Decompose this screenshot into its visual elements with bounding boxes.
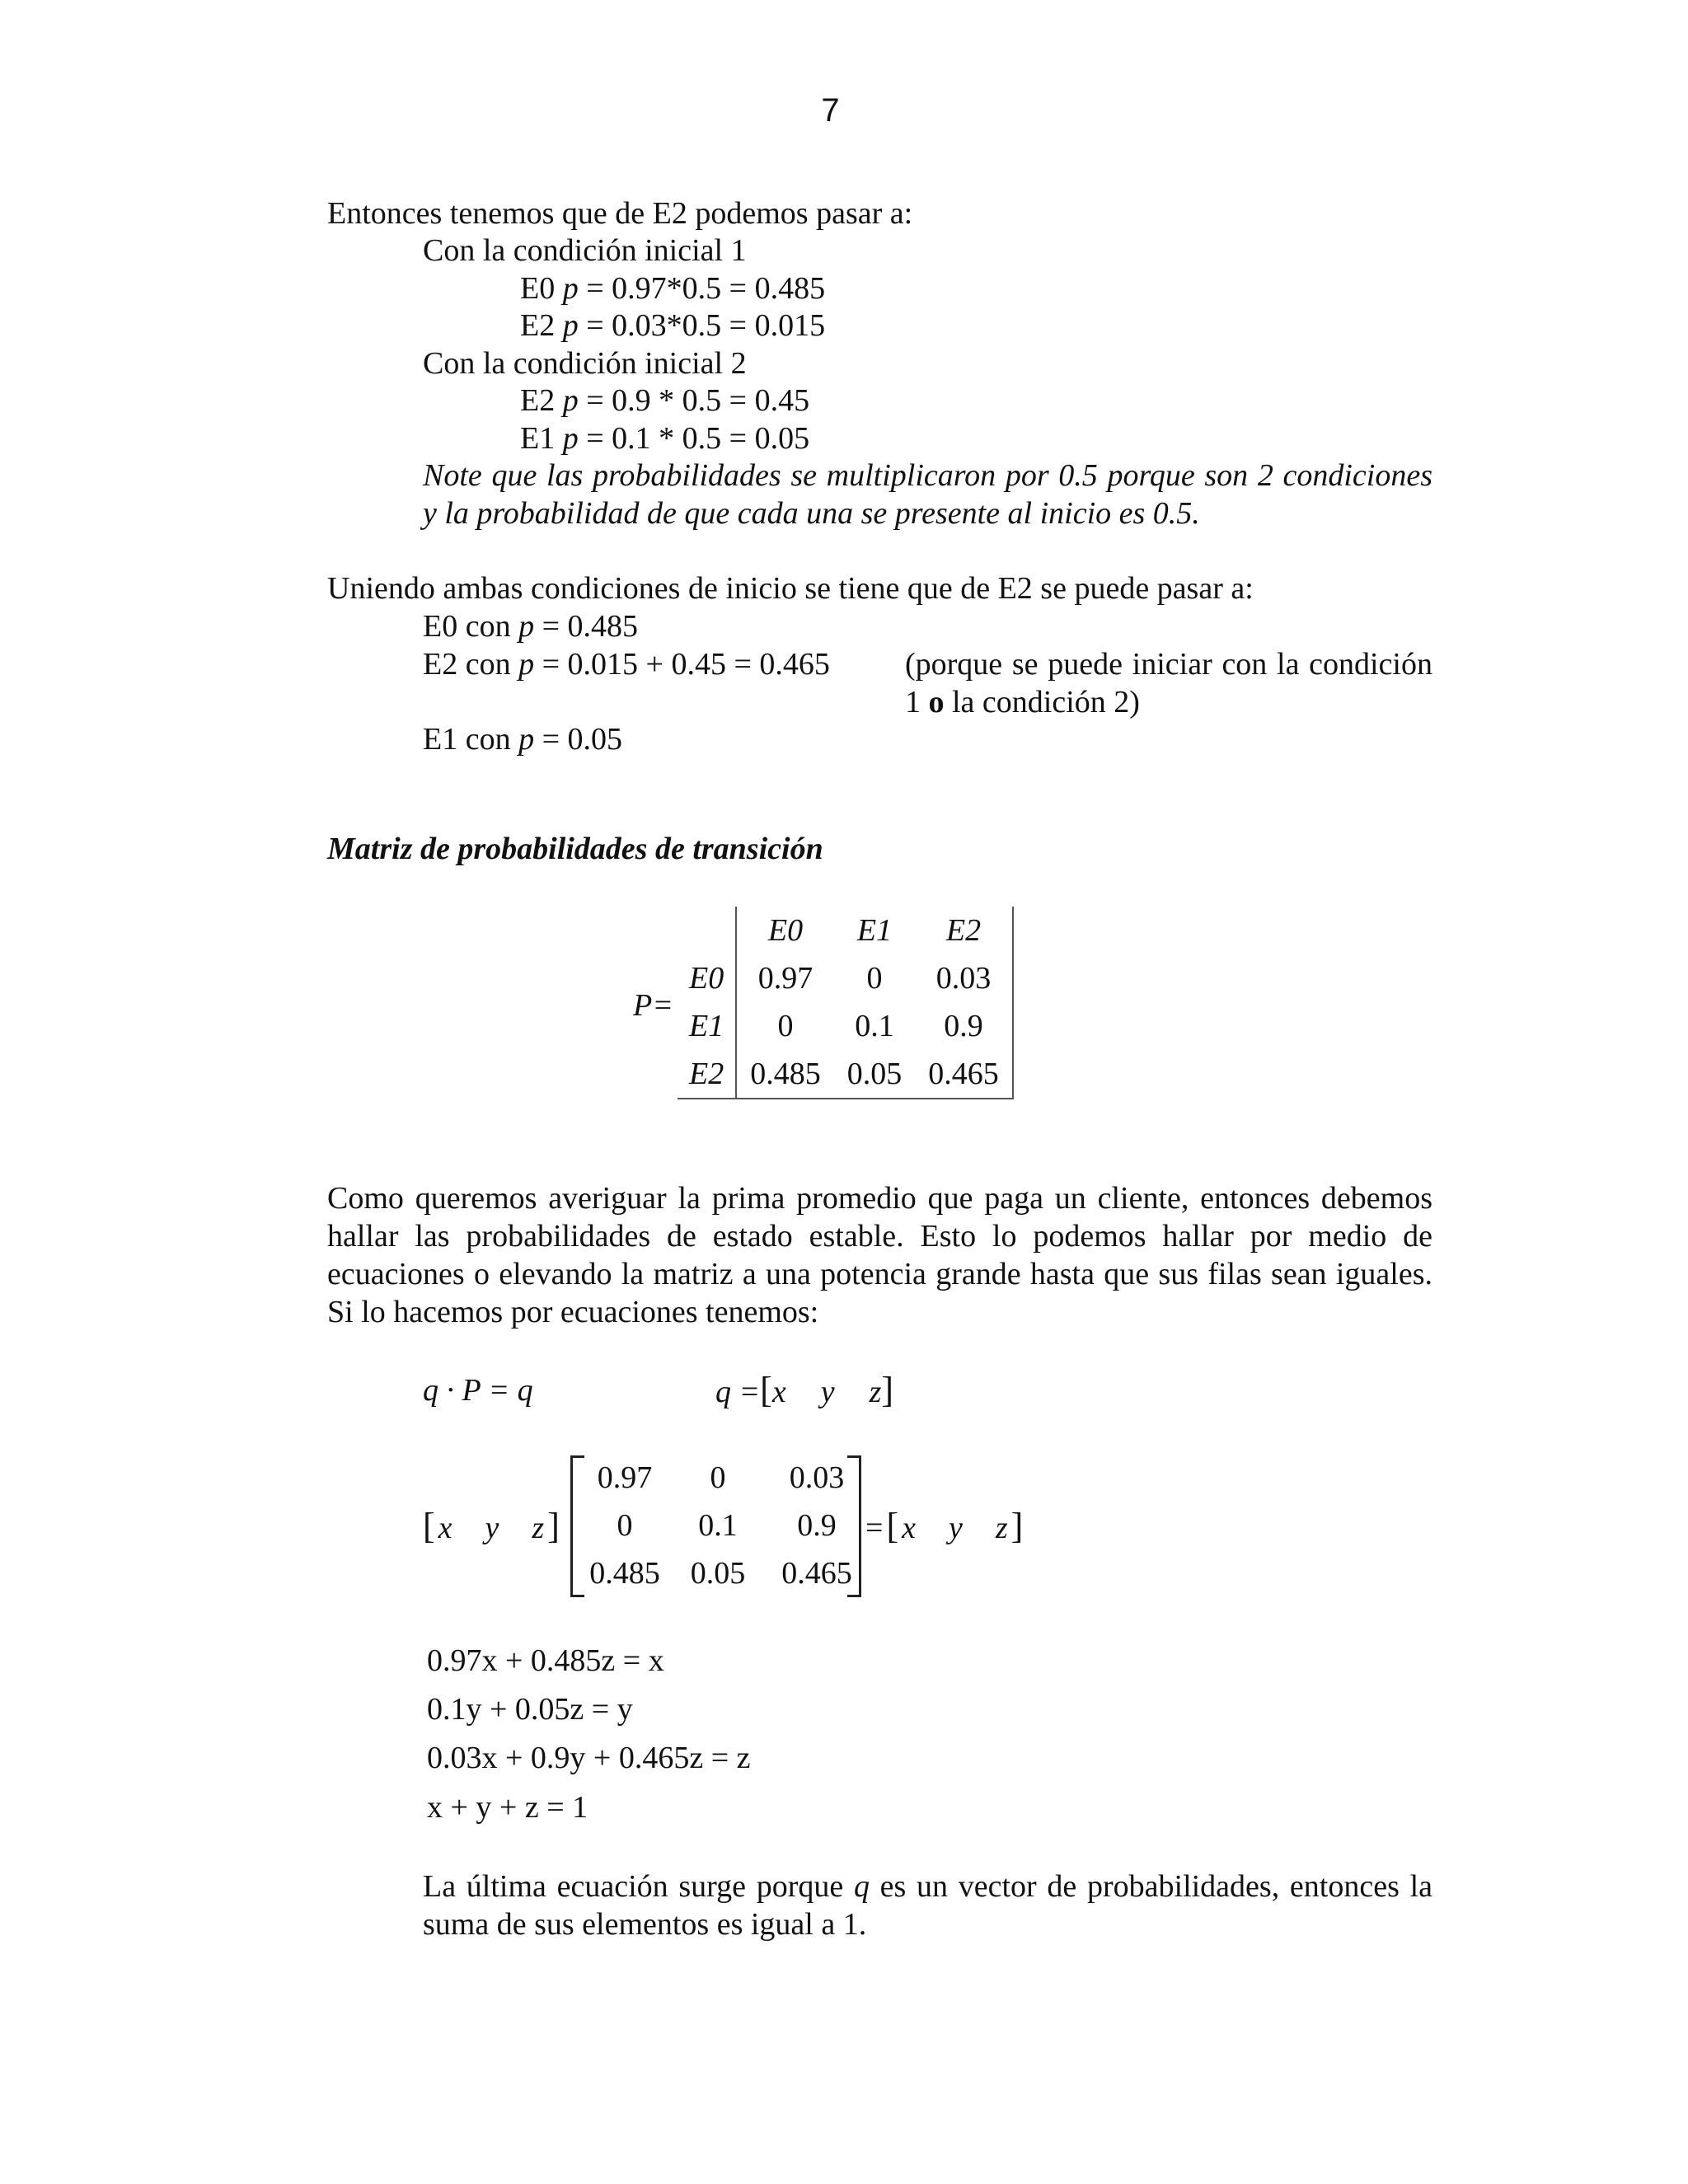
equation-line: 0.97x + 0.485z = x: [427, 1643, 664, 1678]
table-cell: 0.05: [834, 1050, 916, 1099]
table-header-row: [678, 907, 1013, 954]
table-cell: 0.1: [855, 1009, 894, 1043]
condition-1-e0: E0 p = 0.97*0.5 = 0.485: [520, 271, 826, 306]
table-cell: 0.97: [757, 961, 814, 996]
matrix-cell: 0.05: [690, 1556, 746, 1591]
row-header: E2: [678, 1050, 736, 1099]
condition-1-e2: E2 p = 0.03*0.5 = 0.015: [520, 308, 826, 343]
table-cell: 0: [777, 1009, 794, 1043]
table-row: [678, 1050, 1013, 1099]
note-paragraph: Note que las probabilidades se multiplicaron por 0.5 porque son 2 condiciones y la probabilidad de que cada una se presente al inicio es 0.5.: [423, 458, 1432, 531]
table-row: [678, 1002, 1013, 1050]
matrix-cell: 0: [710, 1460, 726, 1495]
matrix-cell: 0.97: [597, 1460, 653, 1495]
column-header: E0: [767, 913, 804, 948]
transition-matrix-table: [678, 907, 1014, 1099]
matrix-label: P=: [633, 988, 673, 1023]
row-vector-left: [ x y z]: [423, 1506, 560, 1546]
row-header: E0: [678, 954, 736, 1002]
union-intro: Uniendo ambas condiciones de inicio se tiene que de E2 se puede pasar a:: [327, 571, 1254, 606]
table-cell: 0.9: [915, 1002, 1013, 1050]
coefficient-matrix: [577, 1454, 870, 1597]
matrix-cell: 0.9: [797, 1508, 837, 1543]
equation-line: 0.1y + 0.05z = y: [427, 1692, 633, 1727]
column-header: E1: [856, 913, 893, 948]
condition-2-label: Con la condición inicial 2: [423, 346, 747, 381]
matrix-right-bracket: [847, 1455, 861, 1597]
matrix-cell: 0.1: [698, 1508, 738, 1543]
equation-line: x + y + z = 1: [427, 1790, 588, 1825]
matrix-row: [577, 1549, 870, 1597]
union-e1: E1 con p = 0.05: [423, 722, 623, 757]
steady-state-paragraph: Como queremos averiguar la prima promedio que paga un cliente, entonces debemos hallar las probabilidades de estado estable. Esto lo podemos hallar por medio de ecuaciones o elevando la matriz a una potencia grande hasta que sus filas sean iguales. Si lo hacemos por ecuaciones tenemos:: [327, 1181, 1432, 1329]
intro-line: Entonces tenemos que de E2 podemos pasar a:: [327, 196, 913, 231]
equation-line: 0.03x + 0.9y + 0.465z = z: [427, 1741, 751, 1775]
condition-1-label: Con la condición inicial 1: [423, 233, 747, 268]
matrix-row: [577, 1502, 870, 1549]
equation-qp: q · P = q: [423, 1373, 533, 1408]
matrix-cell: 0.465: [781, 1556, 852, 1591]
condition-2-e1: E1 p = 0.1 * 0.5 = 0.05: [520, 421, 810, 456]
union-e0: E0 con p = 0.485: [423, 609, 639, 644]
page-number: 7: [821, 92, 840, 129]
table-corner: [678, 907, 736, 954]
matrix-cell: 0: [617, 1508, 633, 1543]
closing-paragraph: La última ecuación surge porque q es un vector de probabilidades, entonces la suma de sus elementos es igual a 1.: [423, 1869, 1433, 1942]
row-vector-right: =[ x y z]: [865, 1506, 1024, 1546]
section-heading: Matriz de probabilidades de transición: [327, 832, 823, 866]
table-cell: 0.465: [915, 1050, 1013, 1099]
table-cell: 0.03: [915, 954, 1013, 1002]
union-aside: (porque se puede iniciar con la condición 1 o la condición 2): [905, 647, 1432, 719]
equation-q-definition: q =[x y z]: [715, 1370, 894, 1410]
table-row: [678, 954, 1013, 1002]
matrix-cell: 0.03: [789, 1460, 845, 1495]
union-e2: E2 con p = 0.015 + 0.45 = 0.465: [423, 647, 830, 682]
condition-2-e2: E2 p = 0.9 * 0.5 = 0.45: [520, 383, 810, 418]
column-header: E2: [915, 907, 1013, 954]
matrix-cell: 0.485: [589, 1556, 660, 1591]
table-cell: 0: [866, 961, 883, 996]
row-header: E1: [678, 1002, 736, 1050]
table-cell: 0.485: [736, 1050, 834, 1099]
matrix-row: [577, 1454, 870, 1502]
